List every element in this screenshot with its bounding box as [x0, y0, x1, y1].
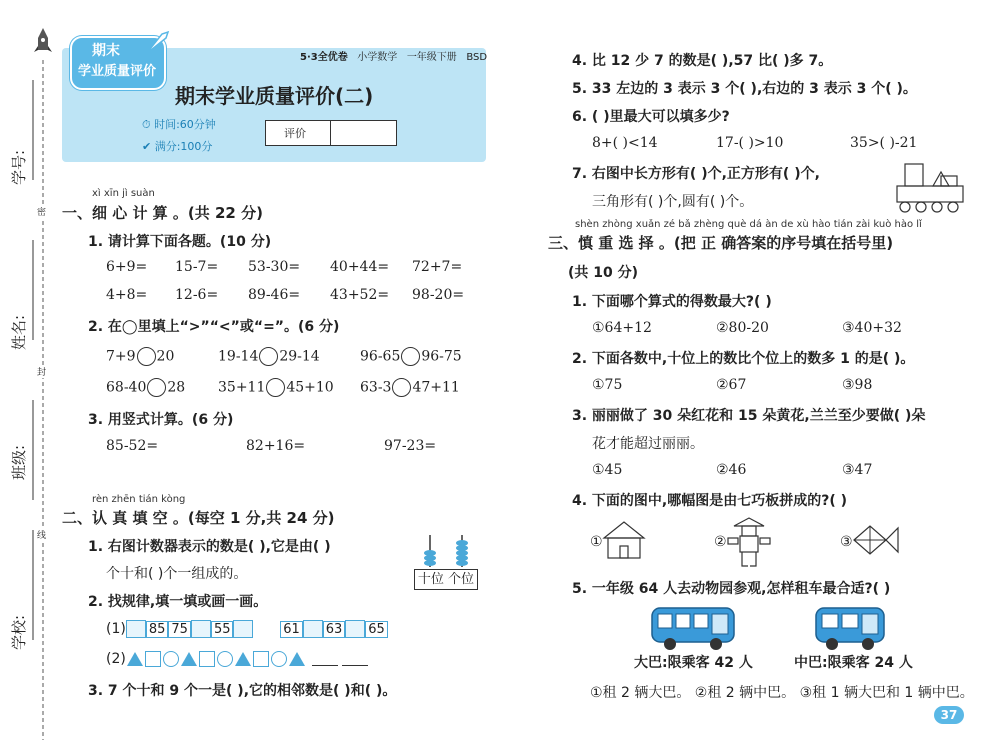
- cut-mark-2: 封: [37, 365, 46, 378]
- answer-circle[interactable]: [259, 347, 278, 366]
- rocket-icon: [34, 28, 52, 52]
- q6-item-3: 35>( )-21: [850, 135, 918, 151]
- s2-q1b: 个十和( )个一组成的。: [106, 566, 248, 582]
- cmp-left: 35+11: [218, 379, 266, 396]
- s1-r3c2: 82+16=: [246, 438, 306, 454]
- r-q7a: 7. 右图中长方形有( )个,正方形有( )个,: [572, 166, 820, 182]
- compare-row-2c: [360, 378, 460, 397]
- robot-figure: [726, 516, 772, 570]
- seq2-label: (2): [106, 651, 126, 667]
- s2-q3: 3. 7 个十和 9 个一是( ),它的相邻数是( )和( )。: [88, 683, 397, 699]
- answer-circle[interactable]: [137, 347, 156, 366]
- s2-pinyin: rèn zhēn tián kòng: [92, 494, 186, 505]
- s3-q3a: 3. 丽丽做了 30 朵红花和 15 朵黄花,兰兰至少要做( )朵: [572, 408, 926, 424]
- abacus-label: 十位 个位: [414, 569, 478, 590]
- s1-title: 一、细 心 计 算 。(共 22 分): [62, 204, 263, 222]
- student-number-label: 学号:: [10, 149, 28, 185]
- s2-q2: 2. 找规律,填一填或画一画。: [88, 594, 268, 610]
- answer-circle[interactable]: [266, 378, 285, 397]
- s3-q1: 1. 下面哪个算式的得数最大?( ): [572, 294, 772, 310]
- seq-num: 85: [146, 621, 169, 638]
- s3-q1-opt2: ②80-20: [716, 320, 769, 336]
- subject: 小学数学: [357, 52, 398, 63]
- cut-mark-3: 线: [37, 528, 46, 541]
- time-text: 时间:60分钟: [154, 118, 216, 131]
- series-name: 5·3全优卷: [300, 52, 348, 63]
- seq-num: 75: [168, 621, 191, 638]
- s2-title: 二、认 真 填 空 。(每空 1 分,共 24 分): [62, 509, 335, 527]
- s1-q2: 2. 在◯里填上“>”“<”或“=”。(6 分): [88, 319, 340, 335]
- s1-r2c1: 4+8=: [106, 287, 148, 303]
- square-shape: [199, 651, 215, 667]
- s1-r2c2: 12-6=: [175, 287, 219, 303]
- cmp-left: 63-3: [360, 379, 392, 396]
- s3-q2-opt1: ①75: [592, 377, 623, 393]
- edition: BSD: [466, 52, 488, 63]
- r-q7b: 三角形有( )个,圆有( )个。: [592, 194, 754, 210]
- compare-row-1c: [360, 347, 462, 366]
- s3-q2-opt2: ②67: [716, 377, 747, 393]
- q6-item-1: 8+( )<14: [592, 135, 658, 151]
- bus1-label: 大巴:限乘客 42 人: [634, 655, 753, 671]
- evaluation-label: 评价: [284, 127, 306, 140]
- square-shape: [253, 651, 269, 667]
- cmp-right: 29-14: [279, 348, 320, 365]
- s3-q5: 5. 一年级 64 人去动物园参观,怎样租车最合适?( ): [572, 581, 891, 597]
- seq-num: 55: [211, 621, 234, 638]
- cmp-right: 45+10: [286, 379, 334, 396]
- cmp-right: 47+11: [412, 379, 460, 396]
- s3-q1-opt3: ③40+32: [842, 320, 902, 336]
- sequence-2: [106, 651, 370, 667]
- triangle-shape: [289, 652, 305, 666]
- s1-r1c2: 15-7=: [175, 259, 219, 275]
- badge-line1: 期末: [92, 43, 120, 59]
- s1-q3: 3. 用竖式计算。(6 分): [88, 412, 234, 428]
- circle-shape: [217, 651, 233, 667]
- cmp-left: 7+9: [106, 348, 136, 365]
- class-label: 班级:: [10, 444, 28, 480]
- answer-blank[interactable]: [342, 653, 368, 666]
- s3-q3b: 花才能超过丽丽。: [592, 436, 704, 452]
- compare-row-1: [106, 347, 174, 366]
- s3-pinyin: shèn zhòng xuǎn zé bǎ zhèng què dá àn de xù hào tián zài kuò hào lǐ: [575, 219, 922, 230]
- cmp-left: 96-65: [360, 348, 401, 365]
- answer-circle[interactable]: [147, 378, 166, 397]
- circle-shape: [271, 651, 287, 667]
- s3-title: 三、慎 重 选 择 。(把 正 确答案的序号填在括号里): [548, 234, 894, 252]
- answer-circle[interactable]: [401, 347, 420, 366]
- answer-box[interactable]: [345, 620, 365, 638]
- triangle-shape: [235, 652, 251, 666]
- s2-q1a: 1. 右图计数器表示的数是( ),它是由( ): [88, 539, 331, 555]
- sequence-1: [106, 620, 388, 638]
- s1-r2c3: 89-46=: [248, 287, 301, 303]
- cmp-left: 68-40: [106, 379, 147, 396]
- s1-r3c3: 97-23=: [384, 438, 437, 454]
- evaluation-box: [265, 120, 397, 146]
- s1-r2c5: 98-20=: [412, 287, 465, 303]
- seq1-label: (1): [106, 621, 126, 637]
- s3-q3-opt1: ①45: [592, 462, 623, 478]
- s3-q4-opt2: ②: [714, 534, 727, 550]
- triangle-shape: [127, 652, 143, 666]
- school-label: 学校:: [10, 614, 28, 650]
- s1-r1c4: 40+44=: [330, 259, 390, 275]
- answer-box[interactable]: [191, 620, 211, 638]
- s1-r2c4: 43+52=: [330, 287, 390, 303]
- seq-num: 61: [280, 621, 303, 638]
- s1-r1c1: 6+9=: [106, 259, 148, 275]
- large-bus-icon: [650, 604, 740, 652]
- s3-q3-opt2: ②46: [716, 462, 747, 478]
- answer-box[interactable]: [233, 620, 253, 638]
- score-info: ✔ 满分:100分: [142, 140, 213, 153]
- triangle-shape: [181, 652, 197, 666]
- s1-r3c1: 85-52=: [106, 438, 159, 454]
- s1-r1c3: 53-30=: [248, 259, 301, 275]
- compare-row-2b: [218, 378, 334, 397]
- bus2-label: 中巴:限乘客 24 人: [794, 655, 913, 671]
- s3-q4-opt3: ③: [840, 534, 853, 550]
- s3-q1-opt1: ①64+12: [592, 320, 652, 336]
- answer-box[interactable]: [126, 620, 146, 638]
- square-shape: [145, 651, 161, 667]
- cmp-right: 20: [156, 348, 175, 365]
- fish-figure: [852, 520, 900, 560]
- s1-q1: 1. 请计算下面各题。(10 分): [88, 234, 272, 250]
- q6-item-2: 17-( )>10: [716, 135, 784, 151]
- time-info: ⏱ 时间:60分钟: [142, 118, 216, 131]
- train-figure: [895, 160, 967, 216]
- compare-row-2: [106, 378, 185, 397]
- r-q4: 4. 比 12 少 7 的数是( ),57 比( )多 7。: [572, 53, 833, 69]
- seq-num: 65: [365, 621, 388, 638]
- house-figure: [602, 520, 646, 560]
- badge-line2: 学业质量评价: [78, 64, 157, 79]
- s3-q5-opts: ①租 2 辆大巴。 ②租 2 辆中巴。 ③租 1 辆大巴和 1 辆中巴。: [590, 685, 974, 701]
- score-text: 满分:100分: [154, 140, 213, 153]
- page-title: 期末学业质量评价(二): [175, 84, 374, 108]
- cmp-left: 19-14: [218, 348, 259, 365]
- answer-blank[interactable]: [312, 653, 338, 666]
- r-q5: 5. 33 左边的 3 表示 3 个( ),右边的 3 表示 3 个( )。: [572, 81, 917, 97]
- compare-row-1b: [218, 347, 320, 366]
- abacus-icon: [414, 533, 478, 569]
- r-q6: 6. ( )里最大可以填多少?: [572, 109, 730, 125]
- circle-shape: [163, 651, 179, 667]
- s3-q3-opt3: ③47: [842, 462, 873, 478]
- page-number: 37: [934, 706, 964, 724]
- cut-mark-1: 密: [37, 205, 46, 218]
- s1-pinyin: xì xīn jì suàn: [92, 188, 155, 199]
- s1-r1c5: 72+7=: [412, 259, 463, 275]
- cmp-right: 28: [167, 379, 186, 396]
- answer-circle[interactable]: [392, 378, 411, 397]
- cmp-right: 96-75: [421, 348, 462, 365]
- grade: 一年级下册: [406, 52, 457, 63]
- badge-rocket-icon: [142, 28, 172, 58]
- s3-q4-opt1: ①: [590, 534, 603, 550]
- s3-total: (共 10 分): [568, 265, 639, 281]
- medium-bus-icon: [814, 604, 890, 652]
- s3-q2: 2. 下面各数中,十位上的数比个位上的数多 1 的是( )。: [572, 351, 915, 367]
- answer-box[interactable]: [303, 620, 323, 638]
- s3-q2-opt3: ③98: [842, 377, 873, 393]
- name-label: 姓名:: [10, 314, 28, 350]
- s3-q4: 4. 下面的图中,哪幅图是由七巧板拼成的?( ): [572, 493, 848, 509]
- seq-num: 63: [323, 621, 346, 638]
- series-info: [300, 48, 487, 63]
